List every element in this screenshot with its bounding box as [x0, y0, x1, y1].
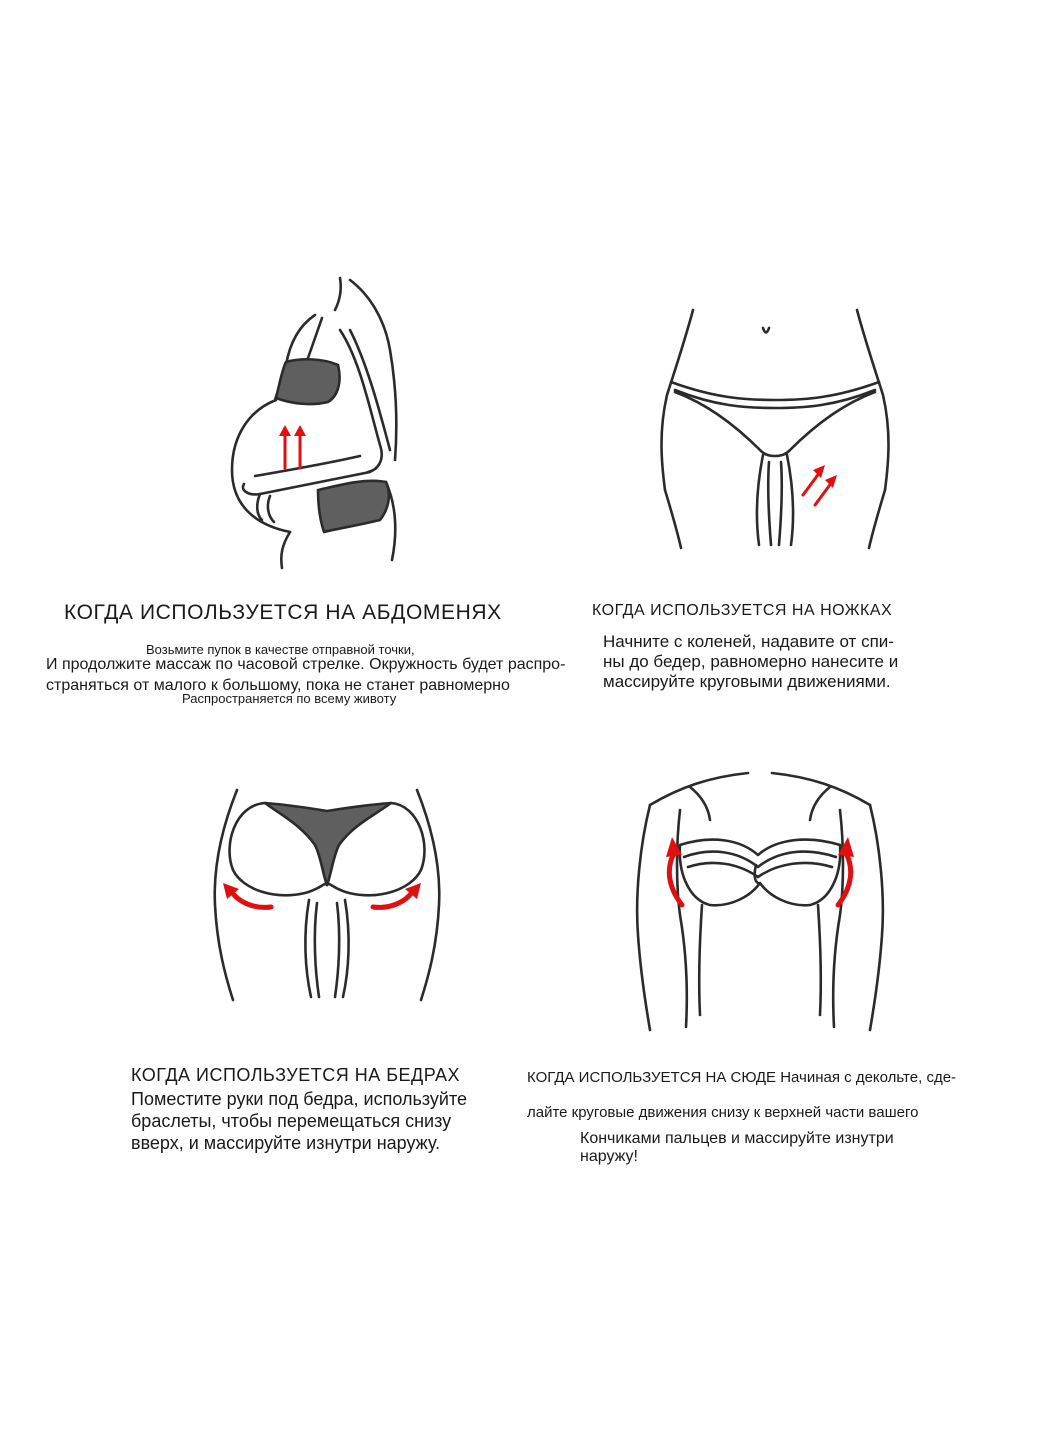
section-text-line: Начните с коленей, надавите от спи- — [603, 632, 894, 651]
section-text-line: Возьмите пупок в качестве отправной точки, — [146, 642, 415, 657]
section-heading: КОГДА ИСПОЛЬЗУЕТСЯ НА БЕДРАХ — [131, 1065, 461, 1085]
section-heading: КОГДА ИСПОЛЬЗУЕТСЯ НА СЮДЕ — [527, 1069, 777, 1086]
section-heading-row — [527, 1069, 956, 1086]
section-text-line: Поместите руки под бедра, используйте — [131, 1089, 467, 1109]
section-heading: КОГДА ИСПОЛЬЗУЕТСЯ НА НОЖКАХ — [592, 602, 893, 619]
section-text-line: страняться от малого к большому, пока не станет равномерно — [46, 677, 510, 694]
section-text-line: ны до бедер, равномерно нанесите и — [603, 652, 899, 671]
section-heading-tail: Начиная с декольте, сде- — [780, 1069, 957, 1086]
section-text-line: Кончиками пальцев и массируйте изнутри — [580, 1130, 894, 1147]
section-text-line: браслеты, чтобы перемещаться снизу — [131, 1111, 452, 1131]
chest-figure-icon — [630, 765, 890, 1035]
legs-figure-icon — [655, 300, 895, 550]
section-text-line: И продолжите массаж по часовой стрелке. Окружность будет распро- — [46, 656, 566, 673]
hips-figure-icon — [205, 785, 445, 1005]
section-heading: КОГДА ИСПОЛЬЗУЕТСЯ НА АБДОМЕНЯХ — [64, 601, 502, 624]
section-text-line: вверх, и массируйте изнутри наружу. — [131, 1133, 441, 1153]
section-text-line: массируйте круговыми движениями. — [603, 672, 891, 691]
section-text-line: лайте круговые движения снизу к верхней части вашего — [527, 1104, 919, 1121]
pregnant-belly-figure-icon — [220, 270, 420, 570]
section-text-line: Распространяется по всему животу — [182, 691, 397, 706]
section-text-line: наружу! — [580, 1148, 638, 1165]
